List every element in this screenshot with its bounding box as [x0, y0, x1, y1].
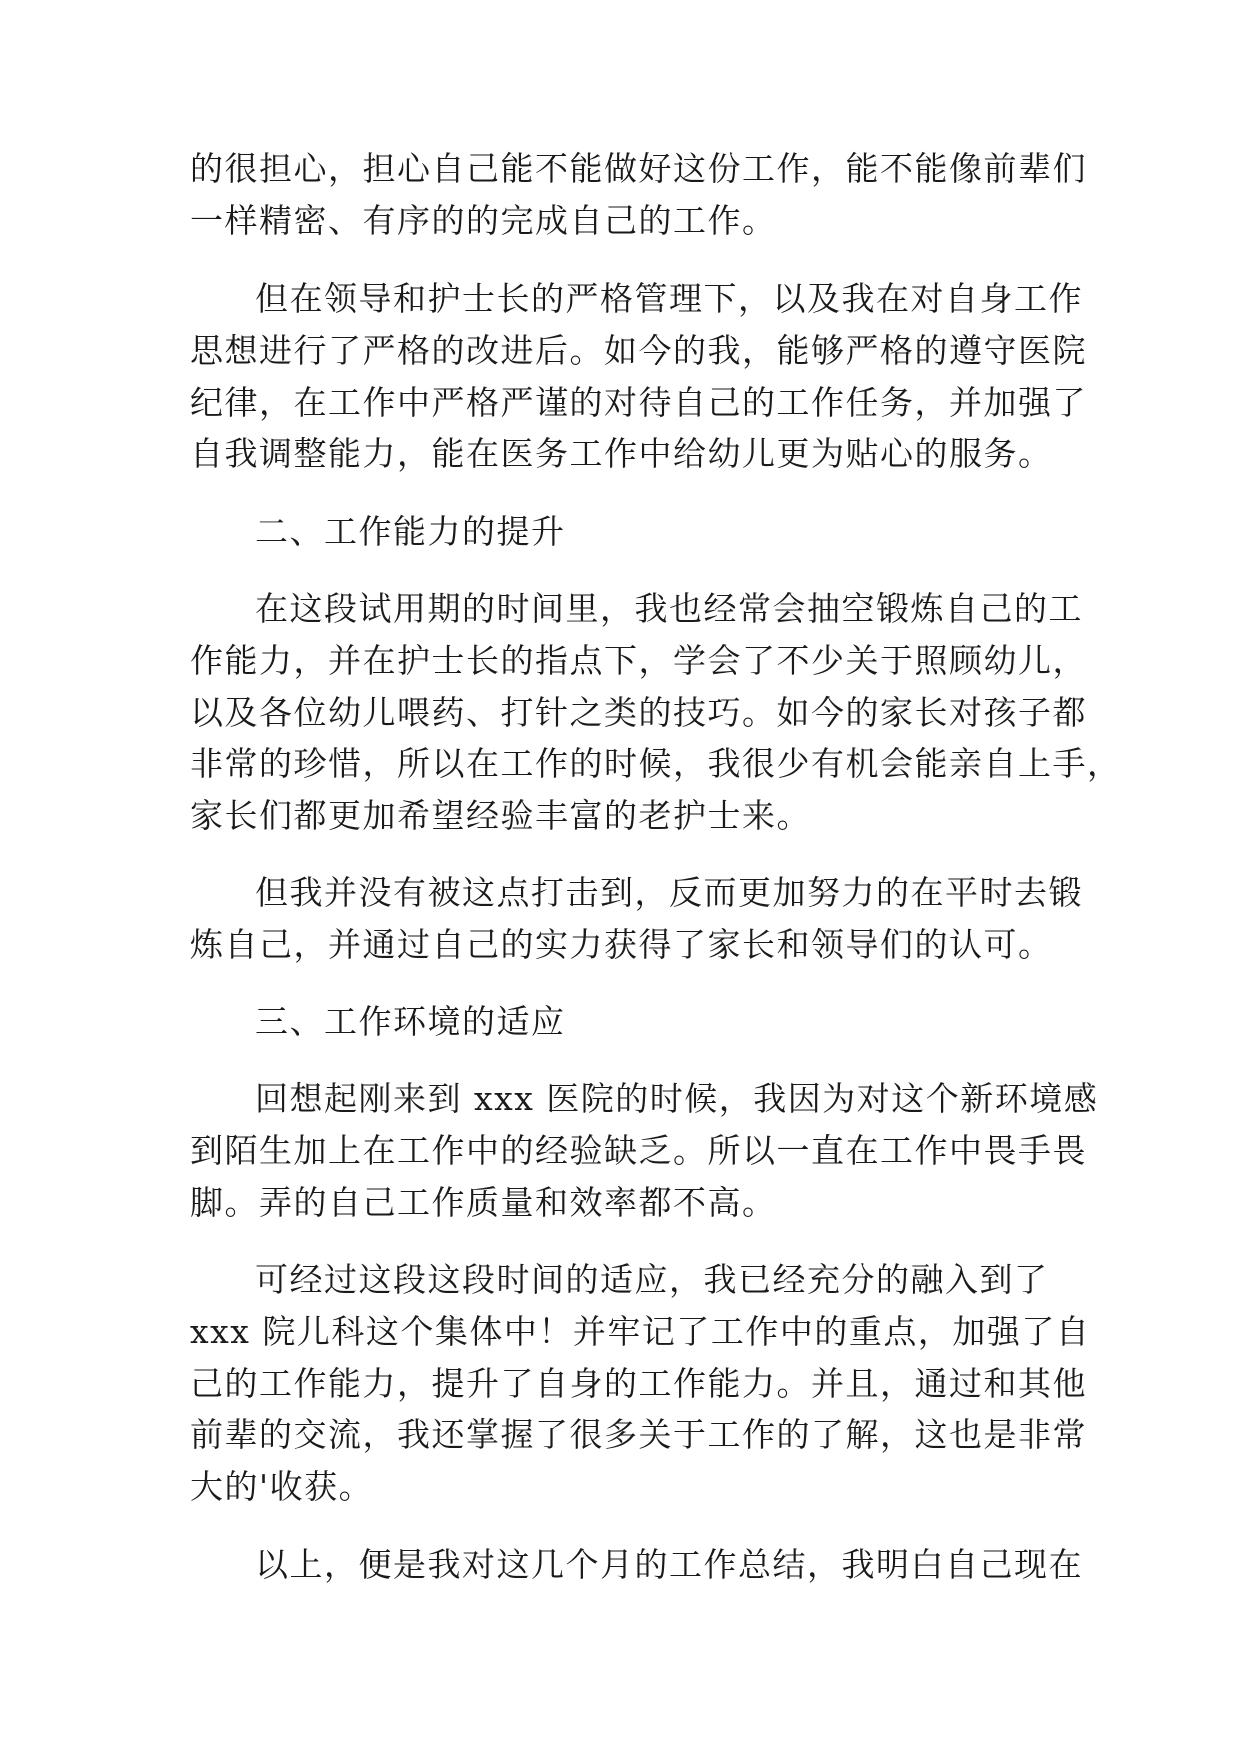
section-heading: 三、工作环境的适应: [255, 1002, 566, 1041]
text-line: 纪律，在工作中严格严谨的对待自己的工作任务，并加强了: [190, 383, 1087, 422]
text-line: 脚。弄的自己工作质量和效率都不高。: [190, 1183, 777, 1222]
paragraph-start: 在这段试用期的时间里，我也经常会抽空锻炼自己的工: [255, 589, 1083, 628]
paragraph-start: 可经过这段这段时间的适应，我已经充分的融入到了: [255, 1260, 1049, 1299]
text-line: 以及各位幼儿喂药、打针之类的技巧。如今的家长对孩子都: [190, 693, 1087, 732]
text-line: 前辈的交流，我还掌握了很多关于工作的了解，这也是非常: [190, 1415, 1087, 1454]
text-line: 一样精密、有序的的完成自己的工作。: [190, 201, 777, 240]
paragraph-start: 但我并没有被这点打击到，反而更加努力的在平时去锻: [255, 873, 1083, 912]
text-line: 到陌生加上在工作中的经验缺乏。所以一直在工作中畏手畏: [190, 1131, 1087, 1170]
paragraph-start: 但在领导和护士长的严格管理下，以及我在对自身工作: [255, 279, 1083, 318]
text-line: 的很担心，担心自己能不能做好这份工作，能不能像前辈们: [190, 149, 1087, 188]
text-line: 自我调整能力，能在医务工作中给幼儿更为贴心的服务。: [190, 434, 1053, 473]
text-line: 家长们都更加希望经验丰富的老护士来。: [190, 796, 811, 835]
section-heading: 二、工作能力的提升: [255, 512, 566, 551]
text-line: 思想进行了严格的改进后。如今的我，能够严格的遵守医院: [190, 331, 1087, 370]
text-line: 炼自己，并通过自己的实力获得了家长和领导们的认可。: [190, 925, 1053, 964]
text-line: 己的工作能力，提升了自身的工作能力。并且，通过和其他: [190, 1364, 1087, 1403]
text-line: 作能力，并在护士长的指点下，学会了不少关于照顾幼儿，: [190, 641, 1087, 680]
text-line: 大的'收获。: [190, 1467, 374, 1506]
text-line: xxx 院儿科这个集体中！并牢记了工作中的重点，加强了自: [190, 1312, 1091, 1351]
paragraph-start: 以上，便是我对这几个月的工作总结，我明白自己现在: [255, 1545, 1083, 1584]
text-line: 非常的珍惜，所以在工作的时候，我很少有机会能亲自上手，: [190, 744, 1122, 783]
paragraph-start: 回想起刚来到 xxx 医院的时候，我因为对这个新环境感: [255, 1079, 1099, 1118]
